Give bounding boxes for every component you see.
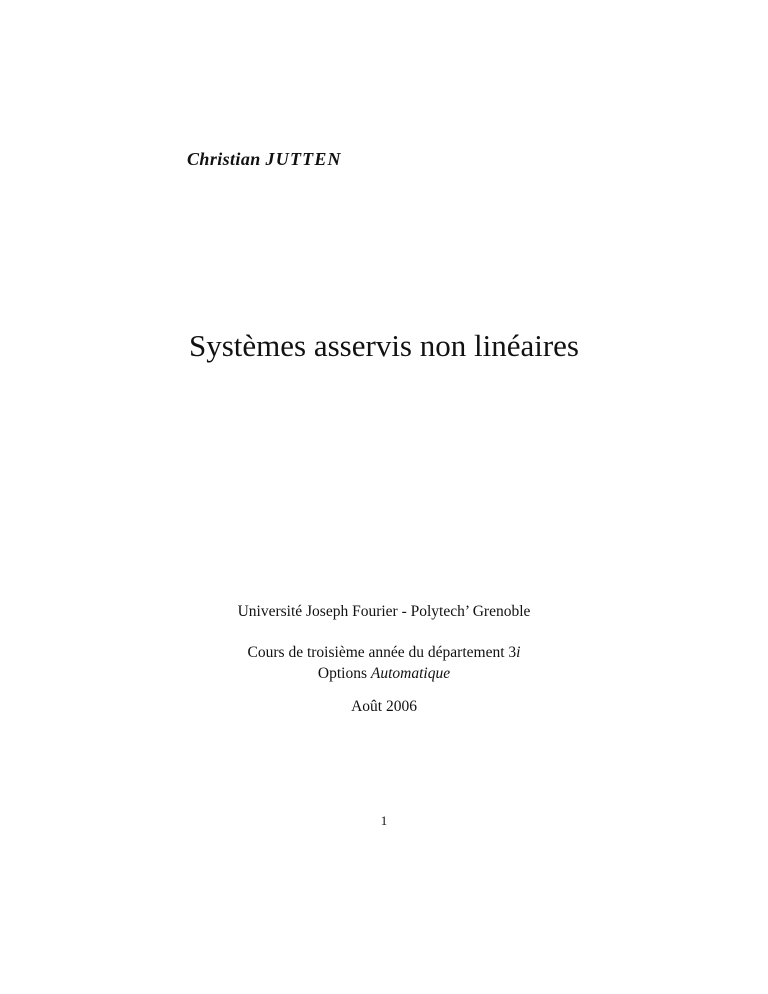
course-description <box>0 642 768 663</box>
author-name <box>187 149 342 170</box>
document-title: Systèmes asservis non linéaires <box>188 328 579 363</box>
options-label: Options <box>317 665 371 682</box>
options-value: Automatique <box>370 665 451 682</box>
author-first-name: Christian <box>187 149 261 169</box>
institution: Université Joseph Fourier - Polytech’ Grenoble <box>237 603 531 620</box>
department-suffix: i <box>516 644 521 661</box>
document-date: Août 2006 <box>351 698 417 715</box>
course-text: Cours de troisième année du département 3 <box>247 644 517 661</box>
page-number: 1 <box>380 813 388 828</box>
author-last-name: JUTTEN <box>265 149 342 169</box>
options-line <box>0 663 768 684</box>
